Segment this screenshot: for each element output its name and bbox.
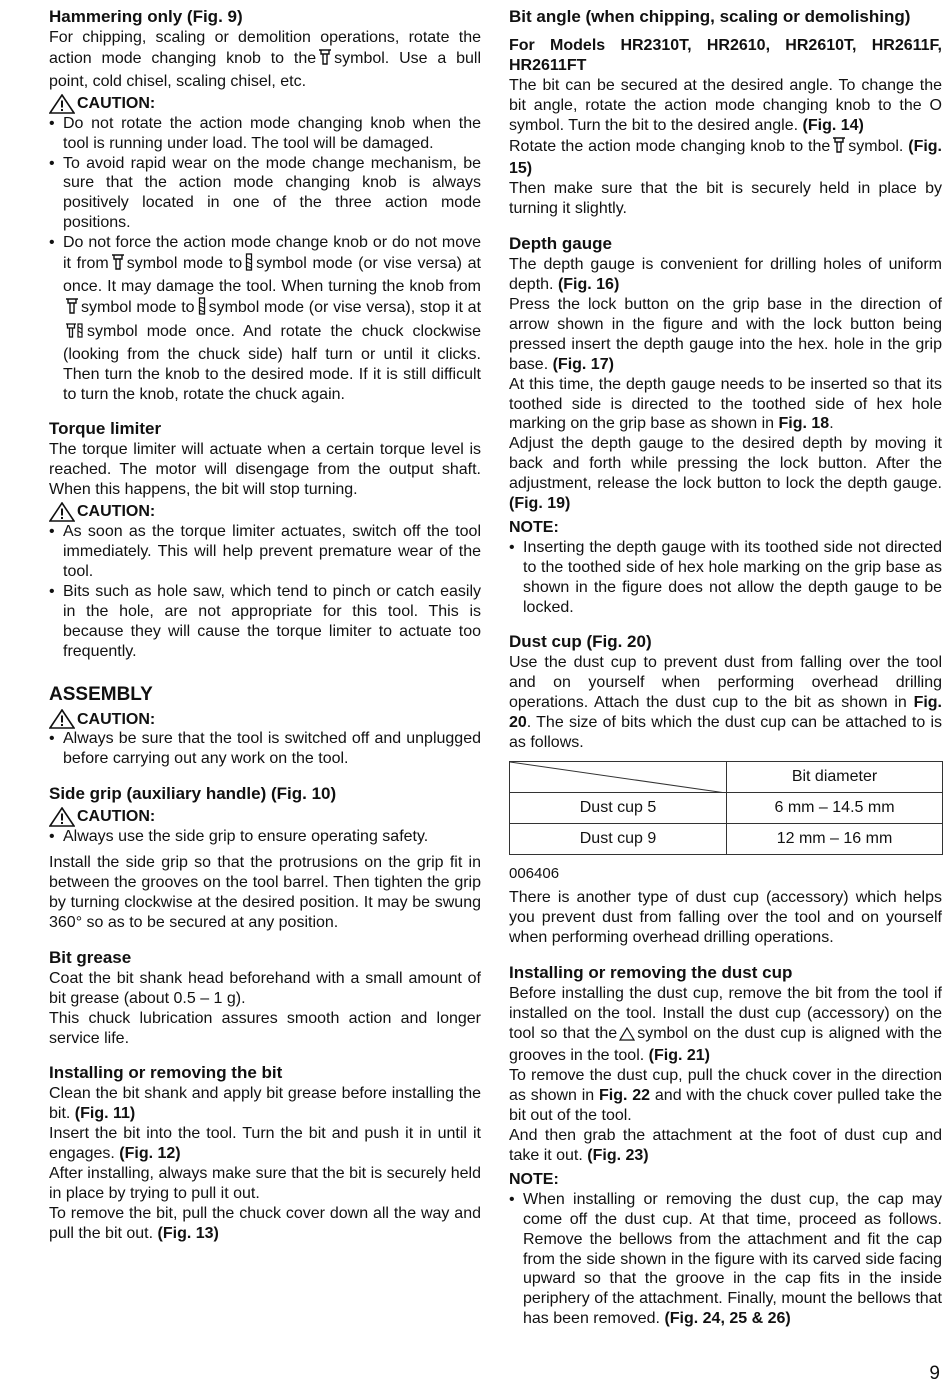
bit-angle-p1: The bit can be secured at the desired angle. To change the bit angle, rotate the action mode changing knob to the O symbol. Turn the bit to the desired angle. (Fig. 14)	[509, 76, 942, 134]
assembly-heading: ASSEMBLY	[49, 684, 153, 706]
fig-ref: Fig. 22	[599, 1087, 651, 1105]
side-grip-heading: Side grip (auxiliary handle) (Fig. 10)	[49, 784, 337, 804]
hammering-body: For chipping, scaling or demolition operations, rotate the action mode changing knob to the symbol. Use a bull point, cold chisel, scaling chisel, etc.	[49, 29, 482, 90]
dust-cup-p1: Use the dust cup to prevent dust from falling over the tool and on yourself when performing overhead drilling operations. Attach the dust cup to the bit as shown in Fig. 20. The size of bits which the dust cup can be attached to is as follows.	[509, 654, 942, 752]
depth-gauge-note: NOTE:	[509, 518, 559, 536]
install-dust-note: NOTE:	[509, 1170, 559, 1188]
hammer-drill-symbol-icon	[65, 321, 85, 345]
table-code: 006406	[509, 865, 560, 882]
list-item: • When installing or removing the dust cup, the cap may come off the dust cup. At that time, proceed as follows. Remove the bellows from the attachment and fit the cap from the side shown in the figure with its carved side facing upward so that the groove in the cap fits in the inside periphery of the attachment. Finally, mount the bellows that has been removed. (Fig. 24, 25 & 26)	[509, 1190, 942, 1329]
fig-ref: (Fig. 14)	[802, 116, 864, 134]
triangle-symbol-icon	[619, 1027, 635, 1047]
list-item: • Bits such as hole saw, which tend to pinch or catch easily in the hole, are not appropriate for this tool. This is because they will cause the torque limiter to actuate too frequently.	[49, 582, 481, 662]
bit-angle-p2: Rotate the action mode changing knob to the symbol. (Fig. 15)	[509, 137, 942, 178]
table-row	[510, 824, 943, 855]
depth-gauge-p4: Adjust the depth gauge to the desired depth by moving it back and forth while pressing the lock button. After the adjustment, release the lock button to lock the depth gauge. (Fig. 19)	[509, 435, 942, 513]
hammer-symbol-icon	[111, 253, 125, 277]
fig-ref: Fig. 20	[509, 694, 942, 732]
torque-caution-list	[49, 522, 481, 661]
bit-grease-section	[49, 947, 481, 1049]
install-bit-section	[49, 1062, 481, 1243]
fig-ref: (Fig. 21)	[648, 1047, 710, 1065]
install-dust-p2: To remove the dust cup, pull the chuck cover in the direction as shown in Fig. 22 and with the chuck cover pulled take the bit out of the tool.	[509, 1067, 943, 1125]
list-item: • Always use the side grip to ensure operating safety.	[49, 827, 481, 847]
page-number: 9	[929, 1363, 940, 1384]
fig-ref: (Fig. 17)	[552, 355, 614, 373]
list-item: • Do not rotate the action mode changing knob when the tool is running under load. The tool will be damaged.	[49, 114, 481, 154]
hammer-symbol-icon	[318, 48, 332, 72]
install-bit-p1: Clean the bit shank and apply bit grease before installing the bit. (Fig. 11)	[49, 1085, 481, 1123]
depth-gauge-p1: The depth gauge is convenient for drilling holes of uniform depth. (Fig. 16)	[509, 256, 942, 294]
install-bit-p4: To remove the bit, pull the chuck cover down all the way and pull the bit out. (Fig. 13)	[49, 1204, 481, 1242]
depth-gauge-note-list	[509, 538, 942, 618]
dust-cup-heading: Dust cup (Fig. 20)	[509, 632, 652, 652]
hammer-symbol-icon	[832, 136, 846, 160]
bit-angle-p3: Then make sure that the bit is securely held in place by turning it slightly.	[509, 180, 942, 218]
hammering-heading: Hammering only (Fig. 9)	[49, 7, 243, 26]
fig-ref: (Fig. 24, 25 & 26)	[664, 1310, 791, 1328]
drill-bit-symbol-icon	[244, 253, 254, 277]
install-bit-heading: Installing or removing the bit	[49, 1063, 283, 1083]
table-header-cell: Bit diameter	[727, 762, 943, 793]
install-dust-note-list	[509, 1190, 942, 1329]
hammering-caution: CAUTION:	[49, 94, 481, 114]
warning-icon	[49, 94, 75, 114]
bit-angle-heading: Bit angle (when chipping, scaling or demolishing)	[509, 7, 911, 26]
fig-ref: (Fig. 23)	[587, 1146, 649, 1164]
install-bit-p3: After installing, always make sure that the bit is securely held in place by trying to pull it out.	[49, 1165, 481, 1202]
list-item: • Always be sure that the tool is switched off and unplugged before carrying out any work on the tool.	[49, 729, 481, 769]
fig-ref: (Fig. 12)	[119, 1145, 181, 1163]
depth-gauge-heading: Depth gauge	[509, 234, 612, 254]
table-cell: 12 mm – 16 mm	[727, 824, 943, 855]
list-item: • Inserting the depth gauge with its toothed side not directed to the toothed side of hex hole marking on the grip base as shown in the figure does not allow the depth gauge to be locked.	[509, 538, 942, 618]
install-dust-p3: And then grab the attachment at the foot of dust cup and take it out. (Fig. 23)	[509, 1127, 942, 1164]
table-row	[510, 793, 943, 824]
hammering-section	[49, 6, 481, 404]
bit-angle-models: For Models HR2310T, HR2610, HR2610T, HR2611F, HR2611FT	[509, 37, 942, 74]
assembly-caution: CAUTION:	[49, 709, 481, 729]
table-header-row	[510, 762, 943, 793]
dust-cup-p2: There is another type of dust cup (accessory) which helps you prevent dust from falling over the tool and on yourself when performing overhead drilling operations.	[509, 889, 942, 946]
fig-ref: (Fig. 16)	[557, 276, 620, 294]
list-item: • To avoid rapid wear on the mode change mechanism, be sure that the action mode changing knob is always positively located in one of the three action mode positions.	[49, 154, 481, 234]
install-bit-p2: Insert the bit into the tool. Turn the bit and push it in until it engages. (Fig. 12)	[49, 1125, 481, 1163]
depth-gauge-section	[509, 233, 942, 617]
bit-grease-heading: Bit grease	[49, 947, 132, 967]
hammering-caution-list	[49, 114, 481, 405]
fig-ref: (Fig. 19)	[509, 495, 571, 513]
bit-grease-p2: This chuck lubrication assures smooth action and longer service life.	[49, 1009, 481, 1047]
diagonal-line	[510, 762, 726, 793]
install-dust-p1: Before installing the dust cup, remove the bit from the tool if installed on the tool. Install the dust cup (accessory) on the tool so that the symbol on the dust cup is aligned with the grooves in the tool. (Fig. 21)	[509, 984, 942, 1065]
warning-icon	[49, 807, 75, 827]
dust-cup-table	[509, 761, 943, 855]
depth-gauge-p2: Press the lock button on the grip base in the direction of arrow shown in the figure and with the lock button being pressed insert the depth gauge into the hex. hole in the grip base. (Fig. 17)	[509, 295, 942, 373]
side-grip-caution: CAUTION:	[49, 807, 481, 827]
hammer-symbol-icon	[65, 297, 79, 321]
side-grip-body: Install the side grip so that the protrusions on the grip fit in between the grooves on the tool barrel. Then tighten the grip by turning clockwise at the desired position. It may be swung 360° so as to be secured at any position.	[49, 854, 481, 931]
drill-bit-symbol-icon	[197, 297, 207, 321]
side-grip-section	[49, 783, 481, 933]
depth-gauge-p3: At this time, the depth gauge needs to be inserted so that its toothed side is directed to the toothed side of hex hole marking on the grip base as shown in Fig. 18.	[509, 375, 942, 433]
left-column	[49, 6, 481, 1244]
dust-cup-section	[509, 631, 942, 947]
fig-ref: Fig. 18	[778, 415, 830, 433]
warning-icon	[49, 502, 75, 522]
torque-limiter-section	[49, 418, 481, 661]
assembly-caution-list	[49, 729, 481, 769]
list-item: • Do not force the action mode change knob or do not move it from symbol mode to symbol mode (or vise versa) at once. It may damage the tool. When turning the knob fromsymbol mode to symbol mode (or vise versa), stop it atsymbol mode once. And rotate the chuck clockwise (looking from the chuck side) half turn or until it clicks. Then turn the knob to the desired mode. If it is still difficult to turn the knob, rotate the chuck again.	[49, 233, 481, 404]
right-column	[509, 6, 942, 1329]
list-item: • As soon as the torque limiter actuates, switch off the tool immediately. This will help prevent premature wear of the tool.	[49, 522, 481, 582]
fig-ref: (Fig. 15)	[509, 137, 942, 178]
table-corner-cell	[510, 762, 727, 793]
fig-ref: (Fig. 11)	[74, 1105, 136, 1123]
fig-ref: (Fig. 13)	[157, 1224, 219, 1242]
table-cell: Dust cup 9	[510, 824, 727, 855]
side-grip-caution-list	[49, 827, 481, 847]
table-cell: Dust cup 5	[510, 793, 727, 824]
torque-limiter-heading: Torque limiter	[49, 419, 162, 439]
bit-angle-section	[509, 6, 942, 219]
bit-grease-p1: Coat the bit shank head beforehand with a small amount of bit grease (about 0.5 – 1 g).	[49, 969, 481, 1007]
torque-caution: CAUTION:	[49, 502, 481, 522]
install-dust-heading: Installing or removing the dust cup	[509, 962, 793, 982]
table-cell: 6 mm – 14.5 mm	[727, 793, 943, 824]
install-dust-section	[509, 962, 942, 1329]
torque-limiter-body: The torque limiter will actuate when a certain torque level is reached. The motor will disengage from the output shaft. When this happens, the bit will stop turning.	[49, 441, 481, 499]
warning-icon	[49, 709, 75, 729]
